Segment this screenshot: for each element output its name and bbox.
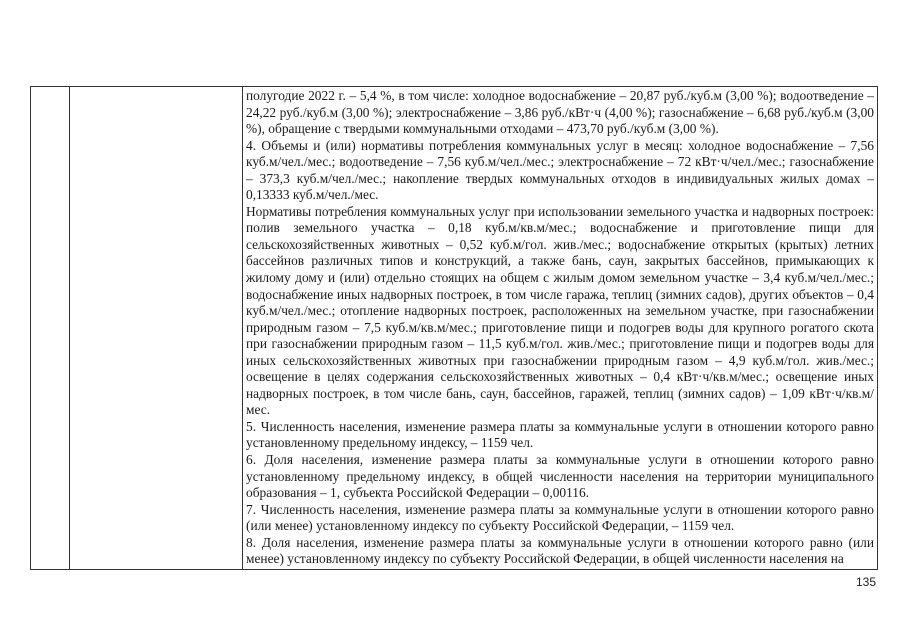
- paragraph-land-norms: Нормативы потребления коммунальных услуг при использовании земельного участка и надворных построек: полив земельного участка – 0,18 куб.м/кв.м/мес.; водоснабжение и приготовление пищи для сельскохозяйственных животных – 0,52 куб.м/гол. жив./мес.; водоснабжение открытых (крытых) летних бассейнов различных типов и конструкций, а также бань, саун, закрытых бассейнов, примыкающих к жилому дому и (или) отдельно стоящих на общем с жилым домом земельном участке – 3,4 куб.м/чел./мес.; водоснабжение иных надворных построек, в том числе гаража, теплиц (зимних садов), других объектов – 0,4 куб.м/чел./мес.; отопление надворных построек, расположенных на земельном участке, при газоснабжении природным газом – 7,5 куб.м/кв.м/мес.; приготовление пищи и подогрев воды для крупного рогатого скота при газоснабжении природным газом – 11,5 куб.м/гол. жив./мес.; приготовление пищи и подогрев воды для иных сельскохозяйственных животных при газоснабжении природным газом – 4,9 куб.м/гол. жив./мес.; освещение в целях содержания сельскохозяйственных животных – 0,4 кВт·ч/кв.м/мес.; освещение иных надворных построек, в том числе бань, саун, бассейнов, гаражей, теплиц (зимних садов) – 1,09 кВт·ч/кв.м/мес.: [246, 203, 874, 418]
- paragraph-item-7: 7. Численность населения, изменение размера платы за коммунальные услуги в отношении которого равно (или менее) установленному индексу по субъекту Российской Федерации, – 1159 чел.: [246, 501, 874, 534]
- paragraph-item-6: 6. Доля населения, изменение размера платы за коммунальные услуги в отношении которого равно установленному предельному индексу, в общей численности населения на территории муниципального образования – 1, субъекта Российской Федерации – 0,00116.: [246, 452, 874, 501]
- table-text-cell: [246, 88, 874, 568]
- page-number: 135: [855, 575, 876, 589]
- column-divider-1: [69, 87, 70, 569]
- paragraph-item-5: 5. Численность населения, изменение размера платы за коммунальные услуги в отношении которого равно установленному предельному индексу, – 1159 чел.: [246, 418, 874, 451]
- paragraph-item-4: 4. Объемы и (или) нормативы потребления коммунальных услуг в месяц: холодное водоснабжение – 7,56 куб.м/чел./мес.; водоотведение – 7,56 куб.м/чел./мес.; электроснабжение – 72 кВт·ч/чел./мес.; газоснабжение – 373,3 куб.м/чел./мес.; накопление твердых коммунальных отходов в индивидуальных жилых домах – 0,13333 куб.м/чел./мес.: [246, 137, 874, 203]
- column-divider-2: [242, 87, 243, 569]
- paragraph-tariff-continuation: полугодие 2022 г. – 5,4 %, в том числе: холодное водоснабжение – 20,87 руб./куб.м (3,00 %); водоотведение – 24,22 руб./куб.м (3,00 %); электроснабжение – 3,86 руб./кВт·ч (4,00 %); газоснабжение – 6,68 руб./куб.м (3,00 %), обращение с твердыми коммунальными отходами – 473,70 руб./куб.м (3,00 %).: [246, 88, 874, 137]
- paragraph-item-8: 8. Доля населения, изменение размера платы за коммунальные услуги в отношении которого равно (или менее) установленному индексу по субъекту Российской Федерации, в общей численности населения на: [246, 534, 874, 567]
